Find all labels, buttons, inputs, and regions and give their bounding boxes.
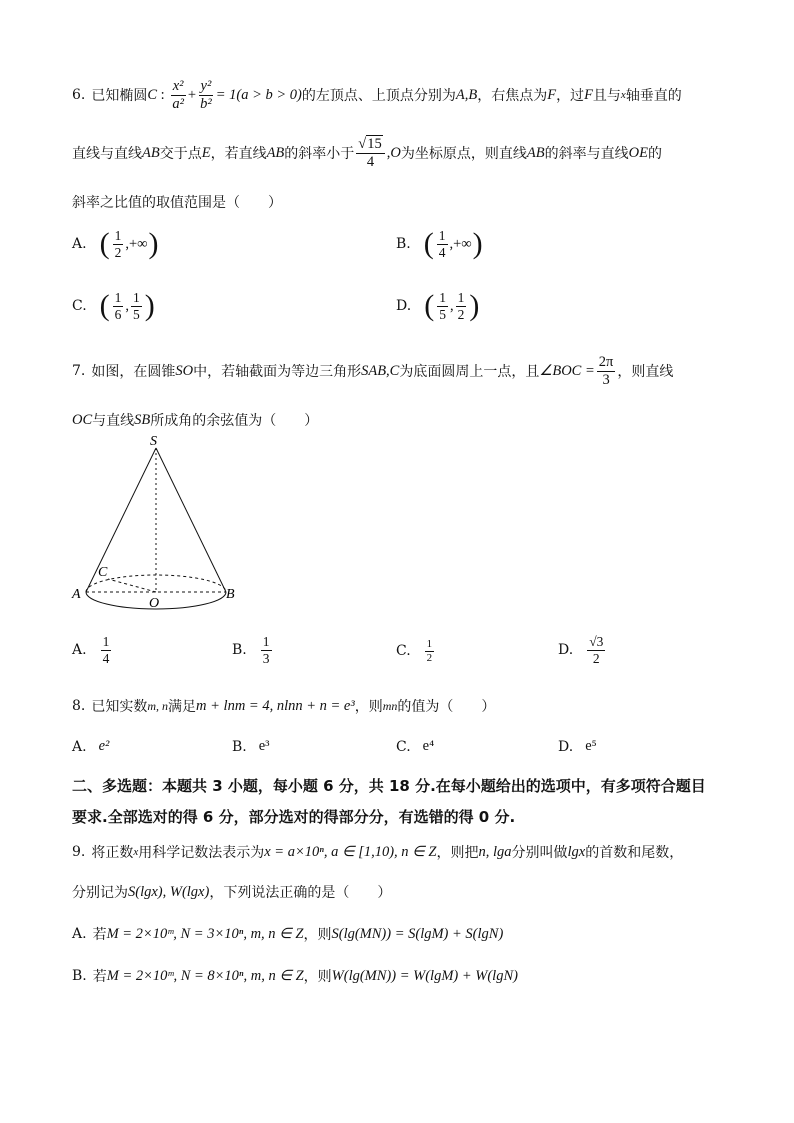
- q9-text: ，则把: [436, 845, 479, 861]
- q6-frac-x: $\frac{\text{x²}}{\text{a²}}$: [172, 78, 184, 112]
- cone-side-sb: [156, 448, 226, 592]
- q9-text: ，下列说法正确的是（ ）: [209, 885, 392, 901]
- q6-text: 的斜率与直线: [544, 146, 629, 163]
- q9-option-b-equation: W(lg(MN)) = W(lgM) + W(lgN): [331, 967, 518, 984]
- q8-text: 满足: [168, 699, 197, 715]
- q9-text: 将正数: [91, 845, 134, 861]
- q6-option-b[interactable]: B. ( $\frac{1}{4}$ ,+∞ ): [396, 227, 483, 261]
- q6-text: 为坐标原点，则直线: [400, 146, 527, 163]
- q6-AB3: AB: [526, 144, 545, 161]
- q6-text: 的斜率小于: [284, 146, 355, 163]
- cone-side-sa: [86, 448, 156, 592]
- q8-option-a[interactable]: A. e²: [72, 738, 110, 755]
- q9-text: 分别记为: [72, 885, 128, 901]
- q8-option-b[interactable]: B. e³: [232, 738, 270, 755]
- q6-text: 已知椭圆: [91, 88, 148, 105]
- q7-option-a[interactable]: A. $\frac{1}{4}$: [72, 634, 110, 666]
- q9-option-a[interactable]: A. 若 M = 2×10ᵐ, N = 3×10ⁿ, m, n ∈ Z ，则 S(lg(MN)) = S(lgM) + S(lgN): [72, 925, 504, 943]
- q8-option-c[interactable]: C. e⁴: [396, 738, 435, 755]
- q9-x: x: [133, 846, 139, 858]
- q7-text: 中，若轴截面为等边三角形: [193, 364, 362, 381]
- q6-text: ，右焦点为: [477, 88, 548, 105]
- q9-sw: S(lgx), W(lgx): [128, 883, 210, 900]
- q7-SO: SO: [175, 362, 194, 379]
- q7-SABC: SAB,C: [361, 362, 400, 379]
- q6-eq-rest: = 1(a > b > 0): [215, 86, 302, 103]
- q6-number: 6.: [72, 87, 86, 104]
- q6-option-a[interactable]: A. ( $\frac{1}{2}$ ,+∞ ): [72, 227, 159, 261]
- q6-frac-sqrt15: $\frac{√15}{4}$: [356, 136, 384, 170]
- section2-heading-line2: 要求.全部选对的得 6 分，部分选对的得部分分，有选错的得 0 分.: [72, 808, 516, 826]
- q6-text: ，过: [556, 88, 585, 105]
- q9-number: 9.: [72, 844, 86, 860]
- q6-option-c[interactable]: C. ( $\frac{1}{6}$ , $\frac{1}{5}$ ): [72, 289, 155, 323]
- q9-option-a-condition: M = 2×10ᵐ, N = 3×10ⁿ, m, n ∈ Z: [106, 925, 304, 942]
- q9-formula: x = a×10ⁿ, a ∈ [1,10), n ∈ Z: [264, 843, 437, 860]
- section2-heading-line1: 二、多选题：本题共 3 小题，每小题 6 分，共 18 分.在每小题给出的选项中，有多项符合题目: [72, 777, 706, 795]
- q9-option-a-equation: S(lg(MN)) = S(lgM) + S(lgN): [331, 925, 504, 942]
- q7-text: 所成角的余弦值为（ ）: [150, 413, 319, 429]
- q7-OC: OC: [72, 411, 93, 428]
- q6-ab: A,B: [455, 86, 478, 103]
- q7-line1: [72, 354, 673, 388]
- q7-frac-angle: $\frac{2\pi}{3}$: [598, 354, 614, 388]
- q8-mn: m, n: [147, 698, 169, 713]
- q6-AB: AB: [142, 144, 160, 161]
- q7-text: 为底面圆周上一点，且: [399, 364, 540, 381]
- q6-E: E: [201, 144, 211, 161]
- cone-label-c: C: [98, 565, 108, 580]
- q6-text: 交于点: [159, 146, 202, 163]
- q9-option-b[interactable]: B. 若 M = 2×10ᵐ, N = 8×10ⁿ, m, n ∈ Z ，则 W(lg(MN)) = W(lgM) + W(lgN): [72, 967, 518, 985]
- q9-lgx: lgx: [567, 843, 586, 860]
- q9-text: 的首数和尾数，: [585, 845, 684, 861]
- q7-option-d[interactable]: D. $\frac{√3}{2}$: [558, 634, 604, 666]
- cone-label-b: B: [226, 587, 235, 602]
- q8-text: 的值为（ ）: [397, 699, 496, 715]
- q6-O: O: [390, 144, 401, 161]
- q7-line2: [72, 410, 318, 430]
- q7-SB: SB: [134, 411, 151, 428]
- cone-label-s: S: [150, 434, 157, 449]
- q8-option-d[interactable]: D. e⁵: [558, 738, 597, 755]
- q6-text: 直线与直线: [72, 146, 142, 163]
- q6-frac-y: $\frac{\text{y²}}{\text{b²}}$: [200, 78, 212, 112]
- q6-option-d[interactable]: D. ( $\frac{1}{5}$ , $\frac{1}{2}$ ): [396, 289, 480, 323]
- q7-number: 7.: [72, 363, 86, 380]
- q7-text: ，则直线: [617, 364, 674, 381]
- q9-option-b-condition: M = 2×10ᵐ, N = 8×10ⁿ, m, n ∈ Z: [106, 967, 304, 984]
- q9-line2: [72, 882, 391, 902]
- q8-text: 已知实数: [91, 699, 148, 715]
- q8-mn-product: mn: [382, 698, 398, 713]
- q6-ellipse-name: C: [147, 86, 158, 103]
- q8-condition: m + lnm = 4, nlnn + n = e³: [196, 697, 355, 714]
- q9-text: 用科学记数法表示为: [138, 845, 265, 861]
- q7-text: 如图，在圆锥: [91, 364, 176, 381]
- cone-label-o: O: [149, 596, 160, 611]
- q6-text: 轴垂直的: [625, 88, 682, 105]
- q6-line2: [72, 136, 662, 170]
- q7-angle: ∠BOC =: [539, 362, 595, 379]
- q6-text: 斜率之比值的取值范围是（ ）: [72, 195, 282, 211]
- q6-f: F: [547, 86, 557, 103]
- q6-text: 且与: [592, 88, 621, 105]
- q8-number: 8.: [72, 698, 86, 714]
- q9-line1: [72, 842, 683, 862]
- q6-x: x: [620, 89, 626, 102]
- q8-line: [72, 696, 495, 716]
- q9-text: 分别叫做: [511, 845, 568, 861]
- cone-label-a: A: [72, 587, 81, 602]
- q6-text: 的左顶点、上顶点分别为: [301, 88, 456, 105]
- q6-OE: OE: [628, 144, 648, 161]
- q7-option-c[interactable]: C. $\frac{1}{2}$: [396, 638, 433, 664]
- q6-AB2: AB: [266, 144, 285, 161]
- q9-nlga: n, lga: [478, 843, 512, 860]
- q8-text: ，则: [354, 699, 383, 715]
- q6-f2: F: [584, 86, 593, 103]
- q6-text: ，若直线: [210, 146, 267, 163]
- q6-comma: ,: [386, 144, 391, 161]
- q6-line1: 6. 已知椭圆 C : $\frac{\text{x²}}{\text{a²}}$ + $\frac{\text{y²}}{\text{b²}}$ = 1(a > b > 0) 的左顶点、上顶点分别为 A,B ，右焦点为 F ，过 F 且与 x 轴垂直的: [72, 78, 682, 112]
- q6-line3: [72, 192, 282, 212]
- cone-figure: [70, 434, 250, 614]
- q7-option-b[interactable]: B. $\frac{1}{3}$: [232, 634, 270, 666]
- q7-text: 与直线: [92, 413, 135, 429]
- cone-segment-oc: [108, 579, 156, 592]
- q6-text: 的: [647, 146, 662, 163]
